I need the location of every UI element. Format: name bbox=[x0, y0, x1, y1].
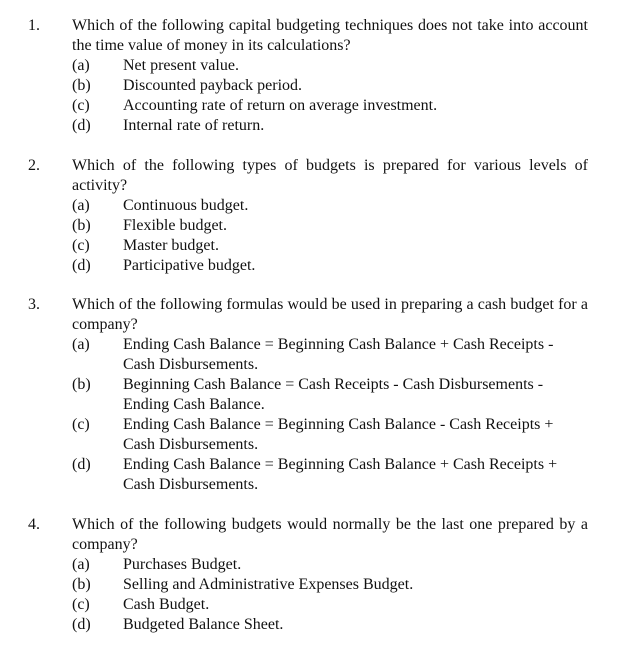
option-c bbox=[72, 595, 588, 615]
option-text: Accounting rate of return on average investment. bbox=[123, 97, 438, 114]
option-c bbox=[72, 236, 588, 256]
question-number: 4. bbox=[28, 516, 40, 533]
option-b bbox=[72, 216, 588, 236]
question-text: Which of the following budgets would normally be the last one prepared by a company? bbox=[72, 516, 588, 553]
option-text: Continuous budget. bbox=[123, 197, 249, 214]
option-label: (a) bbox=[72, 336, 90, 353]
option-label: (d) bbox=[72, 257, 91, 274]
option-d bbox=[72, 615, 588, 635]
question-3 bbox=[28, 295, 588, 495]
option-text: Ending Cash Balance = Beginning Cash Balance + Cash Receipts + Cash Disbursements. bbox=[123, 456, 558, 493]
option-text: Net present value. bbox=[123, 57, 239, 74]
question-number: 3. bbox=[28, 296, 40, 313]
option-text: Selling and Administrative Expenses Budget. bbox=[123, 576, 414, 593]
option-text: Participative budget. bbox=[123, 257, 256, 274]
option-label: (c) bbox=[72, 596, 90, 613]
option-label: (d) bbox=[72, 117, 91, 134]
option-d bbox=[72, 455, 588, 495]
question-text: Which of the following formulas would be used in preparing a cash budget for a company? bbox=[72, 296, 588, 333]
option-text: Ending Cash Balance = Beginning Cash Balance - Cash Receipts + Cash Disbursements. bbox=[123, 416, 554, 453]
option-label: (b) bbox=[72, 376, 91, 393]
option-text: Budgeted Balance Sheet. bbox=[123, 616, 284, 633]
option-c bbox=[72, 415, 588, 455]
option-text: Ending Cash Balance = Beginning Cash Balance + Cash Receipts - Cash Disbursements. bbox=[123, 336, 554, 373]
question-number: 2. bbox=[28, 157, 40, 174]
question-number: 1. bbox=[28, 17, 40, 34]
option-text: Discounted payback period. bbox=[123, 77, 303, 94]
option-a bbox=[72, 335, 588, 375]
option-label: (c) bbox=[72, 416, 90, 433]
option-label: (d) bbox=[72, 616, 91, 633]
option-d bbox=[72, 116, 588, 136]
question-text: Which of the following types of budgets is prepared for various levels of activity? bbox=[72, 157, 588, 194]
option-a bbox=[72, 56, 588, 76]
option-label: (d) bbox=[72, 456, 91, 473]
option-text: Cash Budget. bbox=[123, 596, 210, 613]
option-label: (a) bbox=[72, 57, 90, 74]
option-label: (c) bbox=[72, 97, 90, 114]
option-text: Flexible budget. bbox=[123, 217, 227, 234]
question-2 bbox=[28, 156, 588, 276]
option-c bbox=[72, 96, 588, 116]
question-4 bbox=[28, 515, 588, 635]
option-text: Master budget. bbox=[123, 237, 219, 254]
option-label: (b) bbox=[72, 77, 91, 94]
option-text: Beginning Cash Balance = Cash Receipts - Cash Disbursements - Ending Cash Balance. bbox=[123, 376, 544, 413]
question-1 bbox=[28, 16, 588, 136]
question-text: Which of the following capital budgeting techniques does not take into account the time value of money in its calculations? bbox=[72, 17, 588, 54]
option-d bbox=[72, 256, 588, 276]
option-b bbox=[72, 76, 588, 96]
option-label: (b) bbox=[72, 576, 91, 593]
option-a bbox=[72, 196, 588, 216]
option-label: (b) bbox=[72, 217, 91, 234]
option-text: Purchases Budget. bbox=[123, 556, 242, 573]
option-label: (a) bbox=[72, 197, 90, 214]
option-label: (c) bbox=[72, 237, 90, 254]
option-label: (a) bbox=[72, 556, 90, 573]
option-a bbox=[72, 555, 588, 575]
option-b bbox=[72, 375, 588, 415]
option-b bbox=[72, 575, 588, 595]
option-text: Internal rate of return. bbox=[123, 117, 265, 134]
